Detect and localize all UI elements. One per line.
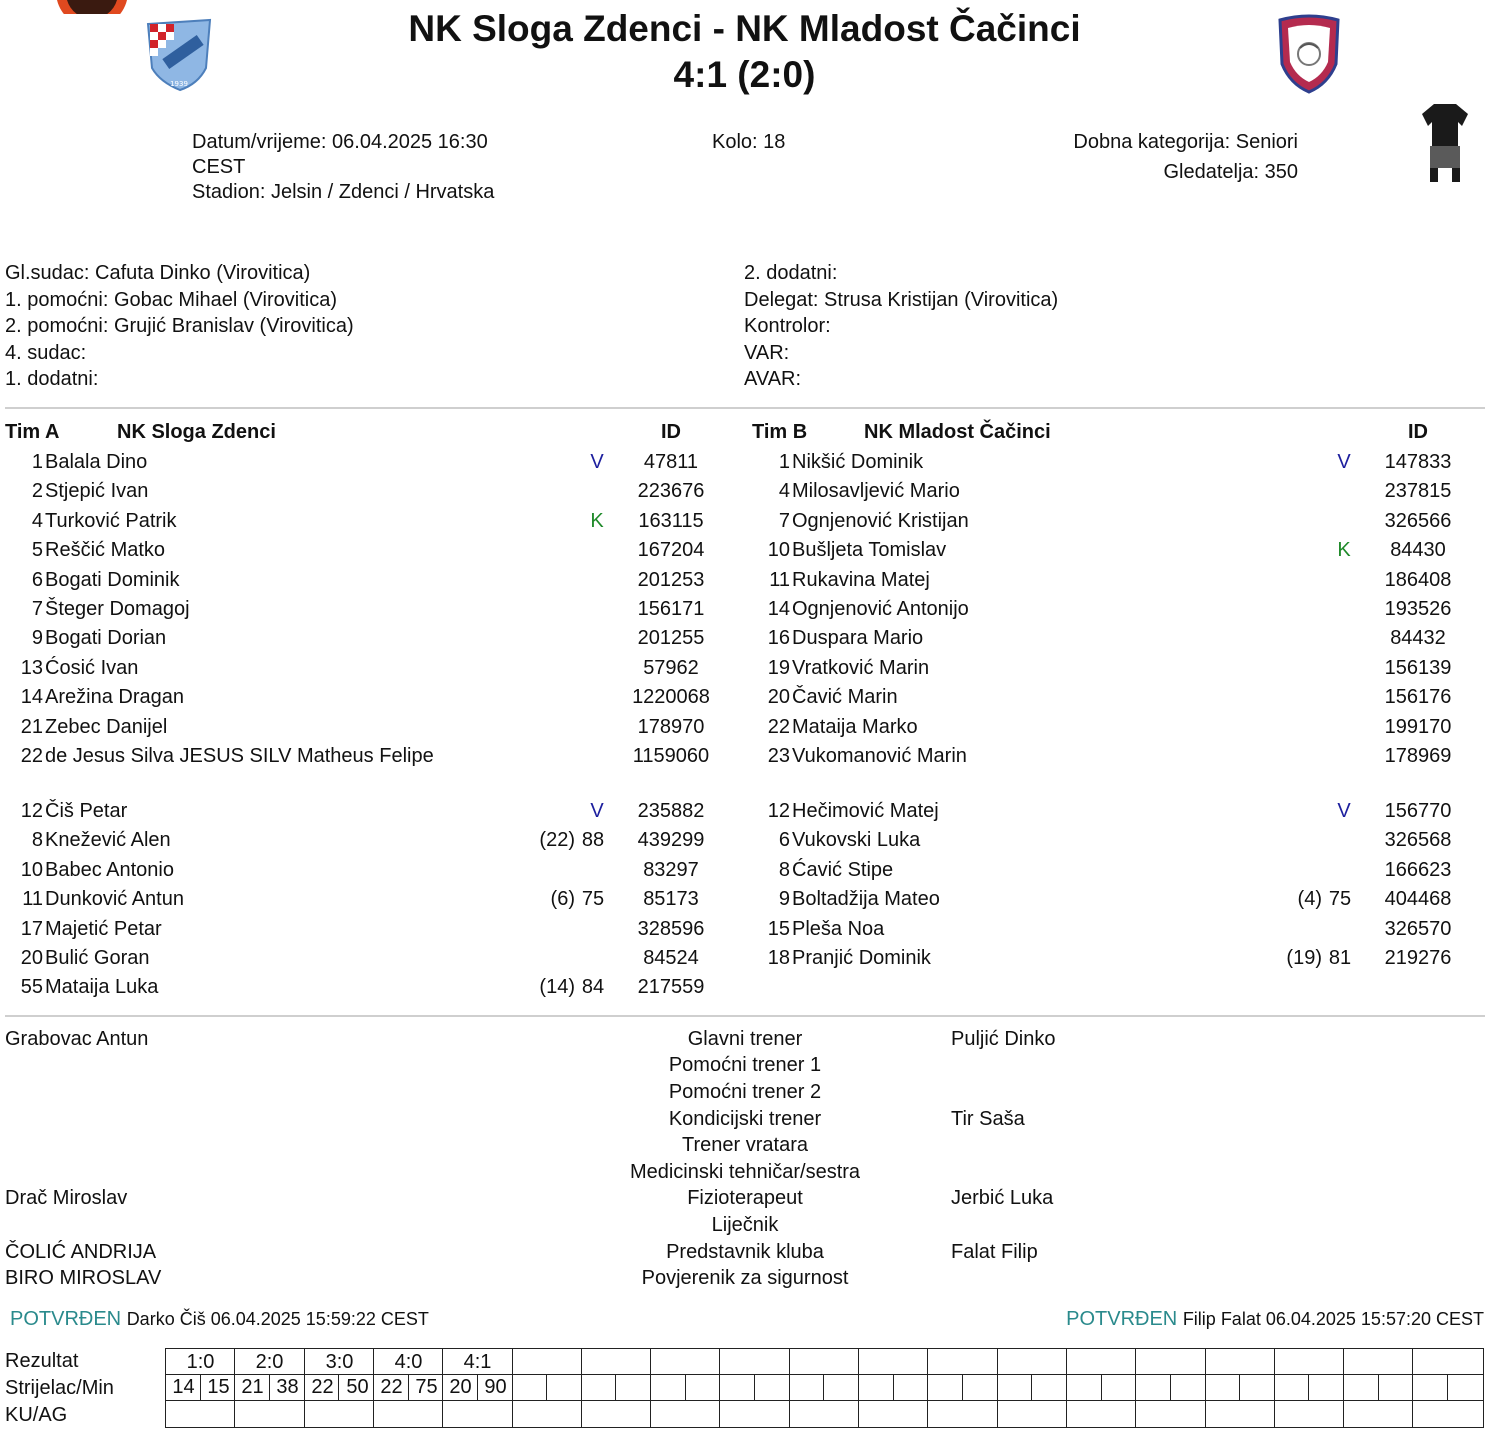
player-name: Rukavina Matej xyxy=(792,568,930,591)
player-id: 199170 xyxy=(1384,715,1452,738)
player-id: 178969 xyxy=(1384,745,1452,767)
sub-replaced-number: (6) xyxy=(550,888,575,911)
player-number: 23 xyxy=(767,745,790,767)
player-name: Turković Patrik xyxy=(45,509,177,532)
grid-column-line xyxy=(719,1349,720,1427)
player-number: 17 xyxy=(20,917,43,940)
player-id: 326566 xyxy=(1384,509,1452,532)
away-team-logo xyxy=(1276,14,1342,94)
sub-replaced-number: (22) xyxy=(539,829,575,852)
team-a-staff-name: Grabovac Antun xyxy=(5,1028,149,1050)
player-number: 10 xyxy=(767,539,790,562)
official-line: 1. pomoćni: Gobac Mihael (Virovitica) xyxy=(5,288,337,311)
player-name: Šteger Domagoj xyxy=(45,598,190,620)
player-number: 13 xyxy=(20,656,43,679)
player-id: 235882 xyxy=(637,800,705,822)
player-name: Čavić Marin xyxy=(792,686,898,709)
staff-role: Pomoćni trener 2 xyxy=(668,1081,822,1103)
team-b-name: NK Mladost Čačinci xyxy=(864,421,1051,443)
goal-score: 1:0 xyxy=(186,1351,215,1373)
team-a-staff-name: BIRO MIROSLAV xyxy=(5,1267,162,1289)
grid-column-line xyxy=(997,1349,998,1427)
player-name: Nikšić Dominik xyxy=(792,451,924,473)
officials-left xyxy=(5,260,354,393)
player-number: 6 xyxy=(31,568,43,591)
player-name: Knežević Alen xyxy=(45,829,171,852)
goal-minute: 90 xyxy=(484,1376,507,1398)
player-name: Reščić Matko xyxy=(45,539,166,562)
player-name: Dunković Antun xyxy=(45,888,184,911)
player-name: Ognjenović Kristijan xyxy=(792,509,969,532)
grid-half-line xyxy=(1308,1374,1309,1400)
player-id: 201253 xyxy=(637,568,705,591)
player-id: 57962 xyxy=(643,656,699,679)
official-line: 2. pomoćni: Grujić Branislav (Virovitica) xyxy=(5,315,354,337)
player-id: 217559 xyxy=(637,976,705,999)
goal-scorer-number: 22 xyxy=(380,1376,403,1398)
divider xyxy=(5,407,1485,409)
player-name: Ćavić Stipe xyxy=(792,858,894,881)
official-line: 4. sudac: xyxy=(5,341,87,364)
player-name: Stjepić Ivan xyxy=(45,480,149,503)
staff-role: Liječnik xyxy=(711,1214,779,1236)
result-label: Rezultat xyxy=(5,1350,79,1372)
goal-score: 2:0 xyxy=(255,1351,284,1373)
datetime: Datum/vrijeme: 06.04.2025 16:30 xyxy=(192,131,488,153)
player-name: Vratković Marin xyxy=(792,656,930,679)
officials-right xyxy=(744,260,1058,393)
player-number: 6 xyxy=(778,829,790,852)
player-name: Ćosić Ivan xyxy=(45,656,139,679)
goal-minute: 38 xyxy=(276,1376,299,1398)
team-b-staff-name: Puljić Dinko xyxy=(951,1028,1056,1050)
player-name: Arežina Dragan xyxy=(45,686,184,709)
team-b-id-header: ID xyxy=(1408,421,1428,443)
goalkeeper-mark: V xyxy=(590,800,604,822)
player-number: 16 xyxy=(767,627,790,650)
team-b-label: Tim B xyxy=(752,421,808,443)
grid-half-line xyxy=(615,1374,616,1400)
player-number: 20 xyxy=(20,947,43,969)
age-category: Dobna kategorija: Seniori xyxy=(1073,131,1298,153)
player-number: 4 xyxy=(778,480,790,503)
player-number: 21 xyxy=(20,715,43,738)
player-name: Ognjenović Antonijo xyxy=(792,598,969,620)
grid-half-line xyxy=(1239,1374,1240,1400)
player-number: 7 xyxy=(31,598,43,620)
scorer-label: Strijelac/Min xyxy=(5,1377,114,1399)
grid-column-line xyxy=(927,1349,928,1427)
player-number: 22 xyxy=(767,715,790,738)
player-number: 11 xyxy=(769,568,790,591)
match-info-left xyxy=(192,130,494,205)
staff-role: Kondicijski trener xyxy=(668,1108,822,1130)
official-line: Kontrolor: xyxy=(744,315,831,337)
captain-mark: K xyxy=(1337,539,1351,562)
player-id: 84430 xyxy=(1390,539,1446,562)
grid-column-line xyxy=(1066,1349,1067,1427)
grid-half-line xyxy=(962,1374,963,1400)
player-name: Vukomanović Marin xyxy=(792,745,967,767)
grid-column-line xyxy=(1135,1349,1136,1427)
player-number: 22 xyxy=(20,745,43,767)
grid-column-line xyxy=(1343,1349,1344,1427)
player-number: 14 xyxy=(20,686,43,709)
sub-minute: 75 xyxy=(581,888,605,911)
scoring-labels xyxy=(5,1348,114,1429)
staff-role: Predstavnik kluba xyxy=(666,1241,824,1263)
player-id: 47811 xyxy=(643,451,699,473)
sub-minute: 84 xyxy=(581,976,605,999)
player-number: 8 xyxy=(778,858,790,881)
player-id: 156171 xyxy=(637,598,705,620)
player-number: 18 xyxy=(767,947,790,969)
player-id: 167204 xyxy=(637,539,705,562)
official-line: Gl.sudac: Cafuta Dinko (Virovitica) xyxy=(5,262,311,284)
staff-role: Trener vratara xyxy=(682,1134,808,1156)
official-line: 1. dodatni: xyxy=(5,368,99,390)
player-name: Babec Antonio xyxy=(45,858,174,881)
official-line: VAR: xyxy=(744,341,790,364)
official-line: Delegat: Strusa Kristijan (Virovitica) xyxy=(744,288,1059,311)
player-name: Milosavljević Mario xyxy=(792,480,960,503)
staff-role: Povjerenik za sigurnost xyxy=(641,1267,849,1289)
sub-minute: 81 xyxy=(1328,947,1352,969)
grid-column-line xyxy=(1412,1349,1413,1427)
player-name: Čiš Petar xyxy=(45,800,128,822)
goal-scorer-number: 22 xyxy=(311,1376,334,1398)
player-name: Hečimović Matej xyxy=(792,800,939,822)
player-name: Mataija Marko xyxy=(792,715,918,738)
staff-role: Glavni trener xyxy=(687,1028,803,1050)
grid-half-line xyxy=(893,1374,894,1400)
player-number: 20 xyxy=(767,686,790,709)
sub-replaced-number: (14) xyxy=(539,976,575,999)
staff-role: Pomoćni trener 1 xyxy=(668,1054,822,1076)
grid-half-line xyxy=(1101,1374,1102,1400)
grid-half-line xyxy=(1447,1374,1448,1400)
staff-role: Medicinski tehničar/sestra xyxy=(629,1161,861,1183)
goalkeeper-mark: V xyxy=(1337,451,1351,473)
sub-replaced-number: (4) xyxy=(1297,888,1322,911)
grid-column-line xyxy=(858,1349,859,1427)
goal-score: 4:0 xyxy=(394,1351,423,1373)
staff-role: Fizioterapeut xyxy=(687,1187,803,1209)
grid-half-line xyxy=(1031,1374,1032,1400)
datetime-tz: CEST xyxy=(192,156,246,178)
team-a-label: Tim A xyxy=(5,421,60,443)
grid-column-line xyxy=(789,1349,790,1427)
player-name: Zebec Danijel xyxy=(45,715,168,738)
goal-score: 3:0 xyxy=(325,1351,354,1373)
player-number: 1 xyxy=(31,451,43,473)
player-id: 83297 xyxy=(643,858,699,881)
player-name: Boltadžija Mateo xyxy=(792,888,940,911)
player-id: 439299 xyxy=(637,829,705,852)
player-id: 1220068 xyxy=(632,686,710,709)
player-id: 84432 xyxy=(1390,627,1446,650)
grid-half-line xyxy=(685,1374,686,1400)
player-id: 1159060 xyxy=(632,745,710,767)
player-number: 12 xyxy=(767,800,790,822)
player-id: 147833 xyxy=(1384,451,1452,473)
team-a-id-header: ID xyxy=(661,421,681,443)
player-number: 12 xyxy=(20,800,43,822)
round: Kolo: 18 xyxy=(712,131,786,153)
team-a-staff-name: Drač Miroslav xyxy=(5,1187,128,1209)
player-id: 85173 xyxy=(643,888,699,911)
official-line: AVAR: xyxy=(744,368,802,390)
goal-scorer-number: 20 xyxy=(449,1376,472,1398)
sub-replaced-number: (19) xyxy=(1286,947,1322,969)
player-id: 178970 xyxy=(637,715,705,738)
goalkeeper-mark: V xyxy=(1337,800,1351,822)
player-number: 5 xyxy=(31,539,43,562)
player-id: 326570 xyxy=(1384,917,1452,940)
player-id: 328596 xyxy=(637,917,705,940)
sub-minute: 88 xyxy=(581,829,605,852)
goal-minute: 75 xyxy=(415,1376,438,1398)
confirmed-status: POTVRĐEN xyxy=(1066,1308,1178,1330)
goal-score: 4:1 xyxy=(463,1351,492,1373)
player-name: Bogati Dorian xyxy=(45,627,167,650)
player-name: Majetić Petar xyxy=(45,917,162,940)
goal-minute: 50 xyxy=(346,1376,369,1398)
team-b-staff-name: Jerbić Luka xyxy=(951,1187,1054,1209)
team-b-staff-name: Falat Filip xyxy=(951,1241,1038,1263)
confirmed-by: Filip Falat 06.04.2025 15:57:20 CEST xyxy=(1182,1309,1484,1329)
confirmed-by: Darko Čiš 06.04.2025 15:59:22 CEST xyxy=(126,1309,429,1329)
attendance: Gledatelja: 350 xyxy=(1163,161,1298,183)
player-number: 8 xyxy=(31,829,43,852)
player-id: 219276 xyxy=(1384,947,1452,969)
grid-column-line xyxy=(581,1349,582,1427)
confirmed-status: POTVRĐEN xyxy=(10,1308,122,1330)
divider xyxy=(5,1015,1485,1017)
player-number: 11 xyxy=(22,888,43,911)
player-number: 19 xyxy=(767,656,790,679)
goal-minute: 15 xyxy=(207,1376,230,1398)
team-b-staff-name: Tir Saša xyxy=(951,1108,1025,1130)
player-id: 163115 xyxy=(638,509,704,532)
player-number: 14 xyxy=(767,598,790,620)
player-number: 9 xyxy=(778,888,790,911)
grid-half-line xyxy=(546,1374,547,1400)
player-id: 84524 xyxy=(643,947,699,969)
player-id: 326568 xyxy=(1384,829,1452,852)
team-b-confirmation xyxy=(1066,1308,1484,1331)
svg-text:1939: 1939 xyxy=(170,80,188,88)
stadium: Stadion: Jelsin / Zdenci / Hrvatska xyxy=(192,181,495,203)
player-id: 186408 xyxy=(1384,568,1452,591)
player-number: 55 xyxy=(20,976,43,999)
grid-half-line xyxy=(1170,1374,1171,1400)
goalkeeper-mark: V xyxy=(590,451,604,473)
goal-scorer-number: 14 xyxy=(172,1376,195,1398)
team-a-staff-name: ČOLIĆ ANDRIJA xyxy=(5,1241,157,1263)
player-name: Balala Dino xyxy=(45,451,148,473)
player-name: de Jesus Silva JESUS SILV Matheus Felipe xyxy=(45,745,434,767)
player-id: 404468 xyxy=(1384,888,1452,911)
kit-icon xyxy=(1420,102,1470,184)
player-name: Pranjić Dominik xyxy=(792,947,931,969)
team-a-confirmation xyxy=(10,1308,429,1331)
player-id: 156176 xyxy=(1384,686,1452,709)
player-number: 9 xyxy=(31,627,43,650)
ku-ag-label: KU/AG xyxy=(5,1404,68,1426)
player-name: Bogati Dominik xyxy=(45,568,180,591)
player-name: Pleša Noa xyxy=(792,917,885,940)
goal-scorer-number: 21 xyxy=(241,1376,264,1398)
match-score: 4:1 (2:0) xyxy=(673,54,816,95)
player-number: 4 xyxy=(31,509,43,532)
player-number: 10 xyxy=(20,858,43,881)
team-a-name: NK Sloga Zdenci xyxy=(117,421,276,443)
match-title: NK Sloga Zdenci - NK Mladost Čačinci xyxy=(408,8,1081,49)
scoring-grid xyxy=(165,1348,1484,1428)
player-name: Mataija Luka xyxy=(45,976,159,999)
player-number: 2 xyxy=(31,480,43,503)
grid-column-line xyxy=(650,1349,651,1427)
player-name: Bušljeta Tomislav xyxy=(792,539,947,562)
player-name: Duspara Mario xyxy=(792,627,924,650)
player-id: 237815 xyxy=(1384,480,1452,503)
grid-half-line xyxy=(823,1374,824,1400)
grid-column-line xyxy=(1205,1349,1206,1427)
captain-mark: K xyxy=(590,509,604,532)
player-number: 7 xyxy=(778,509,790,532)
grid-half-line xyxy=(754,1374,755,1400)
player-id: 156770 xyxy=(1384,800,1452,822)
player-id: 193526 xyxy=(1384,598,1452,620)
grid-half-line xyxy=(1378,1374,1379,1400)
player-id: 166623 xyxy=(1384,858,1452,881)
player-number: 15 xyxy=(767,917,790,940)
grid-column-line xyxy=(1274,1349,1275,1427)
player-id: 201255 xyxy=(637,627,705,650)
sub-minute: 75 xyxy=(1328,888,1352,911)
player-name: Bulić Goran xyxy=(45,947,150,969)
player-id: 156139 xyxy=(1384,656,1452,679)
match-info-right xyxy=(1073,130,1298,185)
official-line: 2. dodatni: xyxy=(744,262,838,284)
player-number: 1 xyxy=(778,451,790,473)
player-id: 223676 xyxy=(637,480,705,503)
player-name: Vukovski Luka xyxy=(792,829,921,852)
